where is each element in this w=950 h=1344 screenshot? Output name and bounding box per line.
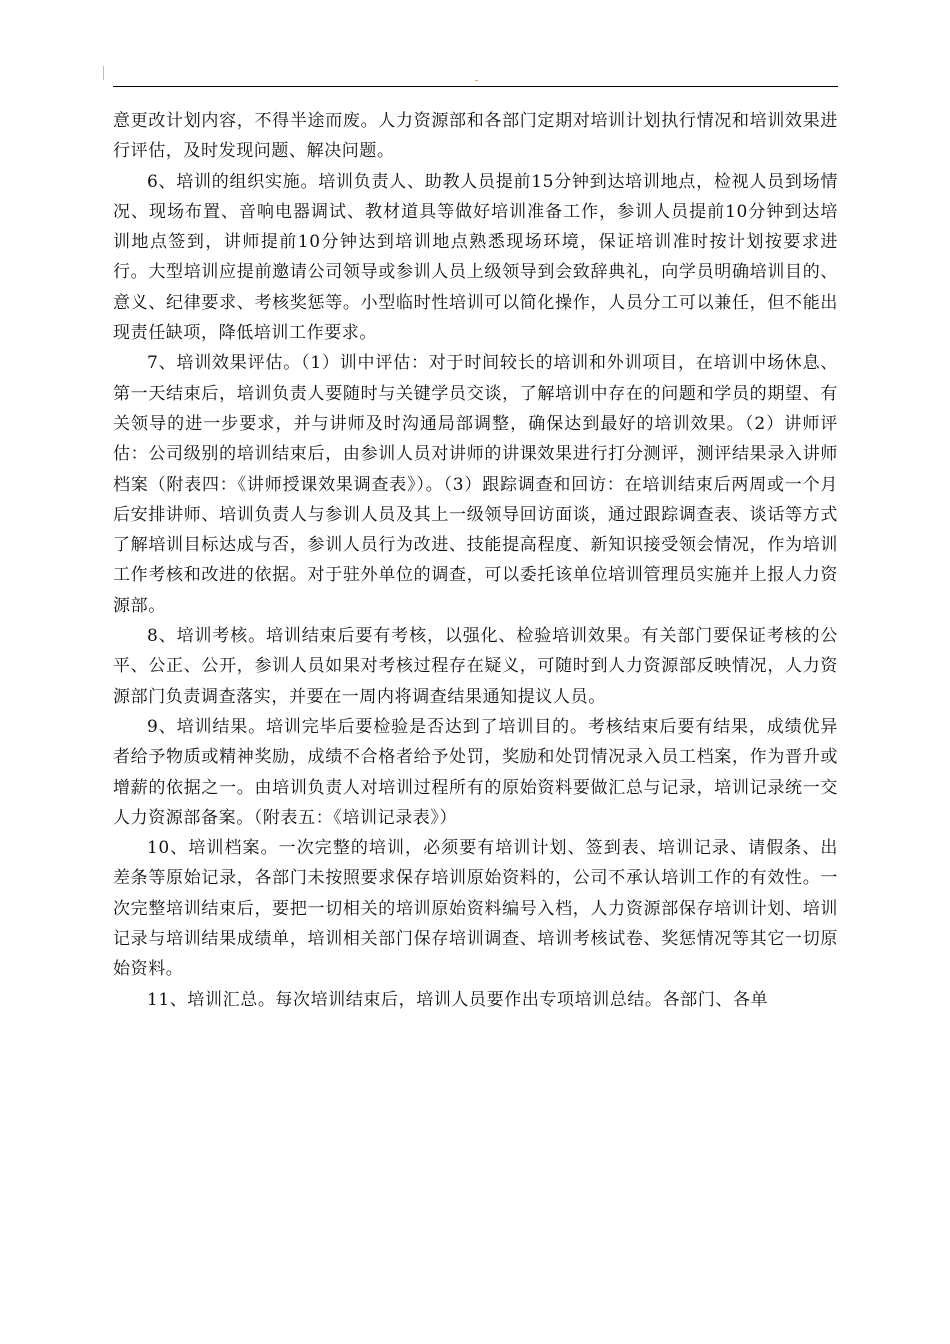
- paragraph-assessment: 8、培训考核。培训结束后要有考核，以强化、检验培训效果。有关部门要保证考核的公平、公正、公开，参训人员如果对考核过程存在疑义，可随时到人力资源部反映情况，人力资源部门负责调查落实，并要在一周内将调查结果通知提议人员。: [113, 626, 838, 707]
- paragraph-organization: 6、培训的组织实施。培训负责人、助教人员提前15分钟到达培训地点，检视人员到场情况、现场布置、音响电器调试、教材道具等做好培训准备工作，参训人员提前10分钟到达培训地点签到，讲师提前10分钟达到培训地点熟悉现场环境，保证培训准时按计划按要求进行。大型培训应提前邀请公司领导或参训人员上级领导到会致辞典礼，向学员明确培训目的、意义、纪律要求、考核奖惩等。小型临时性培训可以简化操作，人员分工可以兼任，但不能出现责任缺项，降低培训工作要求。: [113, 171, 838, 344]
- header-mark: [475, 80, 478, 81]
- page-corner-mark: [103, 66, 104, 80]
- paragraph-summary: 11、培训汇总。每次培训结束后，培训人员要作出专项培训总结。各部门、各单: [147, 989, 769, 1010]
- paragraph-evaluation: 7、培训效果评估。（1）训中评估：对于时间较长的培训和外训项目，在培训中场休息、第一天结束后，培训负责人要随时与关键学员交谈，了解培训中存在的问题和学员的期望、有关领导的进一步要求，并与讲师及时沟通局部调整，确保达到最好的培训效果。（2）讲师评估：公司级别的培训结束后，由参训人员对讲师的讲课效果进行打分测评，测评结果录入讲师档案（附表四：《讲师授课效果调查表》）。（3）跟踪调查和回访：在培训结束后两周或一个月后安排讲师、培训负责人与参训人员及其上一级领导回访面谈，通过跟踪调查表、谈话等方式了解培训目标达成与否，参训人员行为改进、技能提高程度、新知识接受领会情况，作为培训工作考核和改进的依据。对于驻外单位的调查，可以委托该单位培训管理员实施并上报人力资源部。: [113, 353, 838, 616]
- paragraph-continuation: 意更改计划内容，不得半途而废。人力资源部和各部门定期对培训计划执行情况和培训效果进行评估，及时发现问题、解决问题。: [113, 111, 838, 162]
- paragraph-archives: 10、培训档案。一次完整的培训，必须要有培训计划、签到表、培训记录、请假条、出差条等原始记录，各部门未按照要求保存培训原始资料的，公司不承认培训工作的有效性。一次完整培训结束后，要把一切相关的培训原始资料编号入档，人力资源部保存培训计划、培训记录与培训结果成绩单，培训相关部门保存培训调查、培训考核试卷、奖惩情况等其它一切原始资料。: [113, 838, 838, 980]
- header-rule: [113, 86, 838, 87]
- paragraph-results: 9、培训结果。培训完毕后要检验是否达到了培训目的。考核结束后要有结果，成绩优异者给予物质或精神奖励，成绩不合格者给予处罚，奖励和处罚情况录入员工档案，作为晋升或增薪的依据之一。由培训负责人对培训过程所有的原始资料要做汇总与记录，培训记录统一交人力资源部备案。（附表五：《培训记录表》）: [113, 716, 838, 828]
- document-body: [113, 106, 838, 1015]
